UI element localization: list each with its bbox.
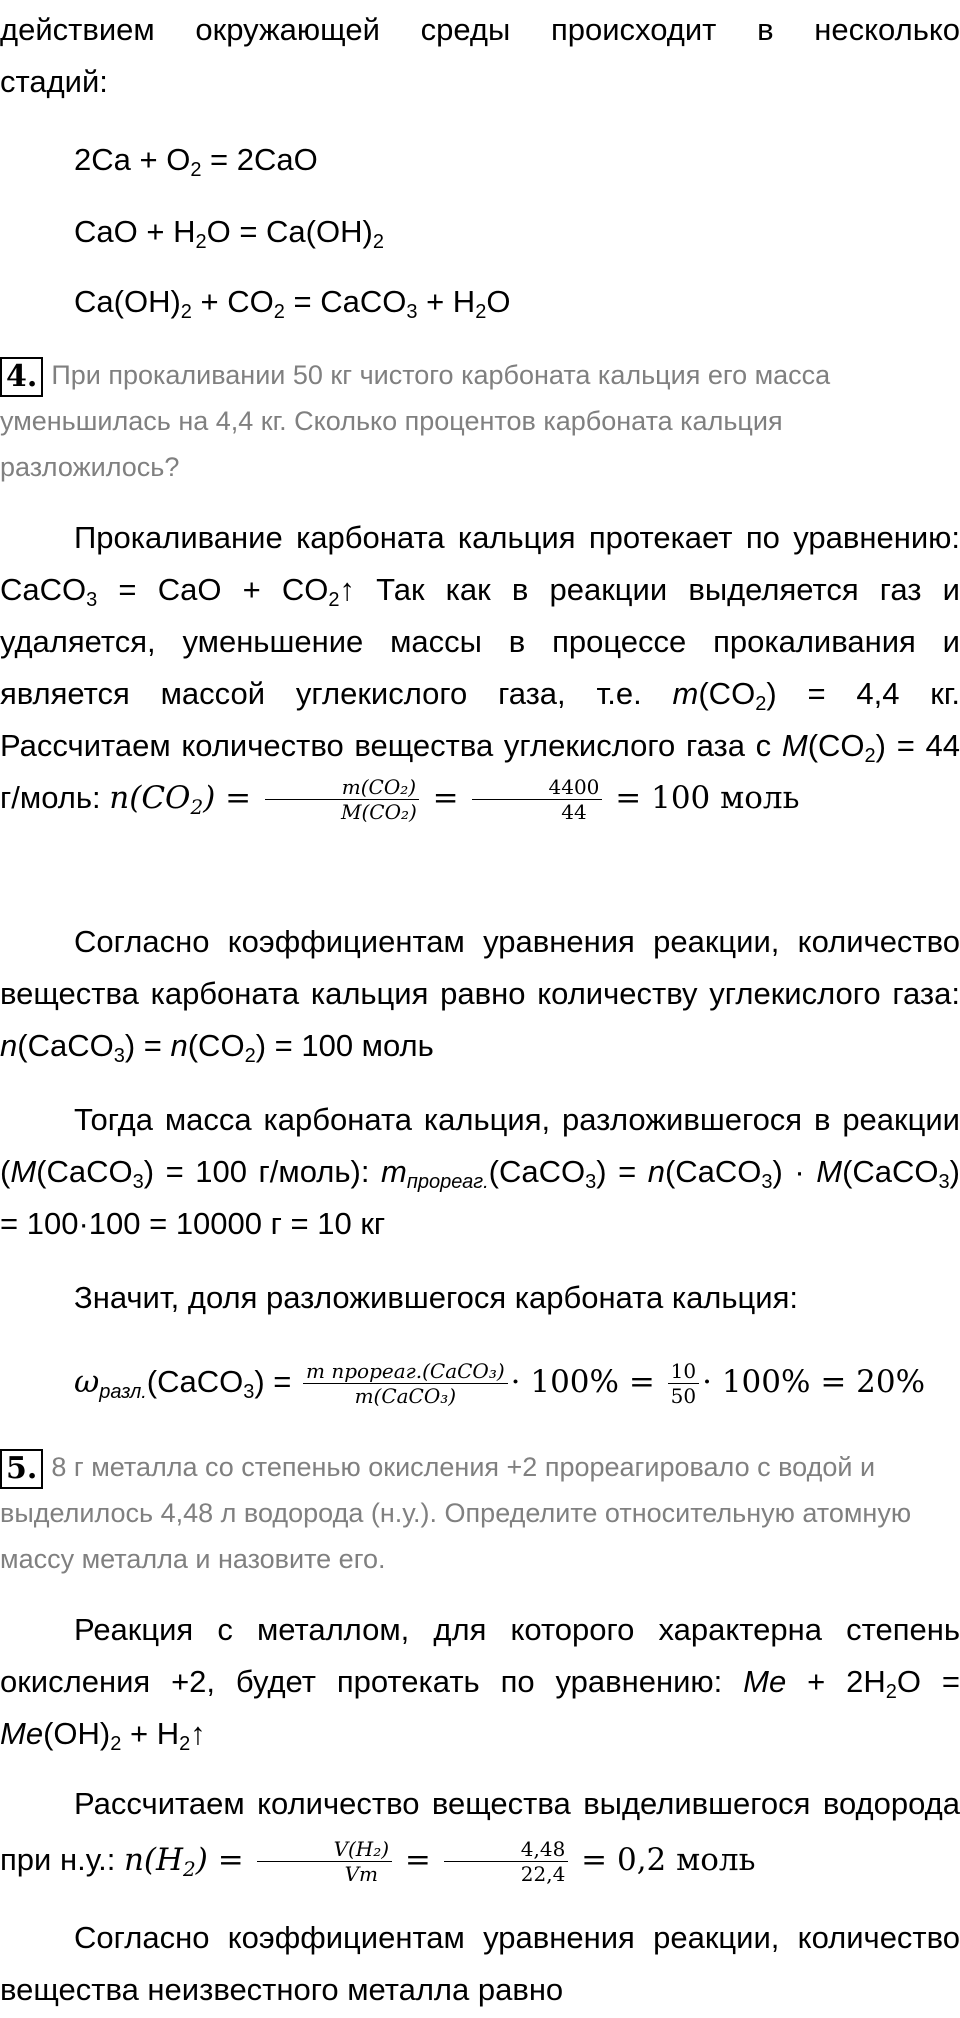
- fraction-V-over-Vm: $\frac{\text{V(H₂)}}{Vm}$: [257, 1837, 393, 1886]
- solution-4-paragraph-1: Прокаливание карбоната кальция протекает по уравнению: CaCO$_3$ = CaO + $CO_2↑$ Так как в реакции выделяется газ и удаляется, уменьшение массы в процессе прокаливания и является массой углекислого газа, т.е. $m(CO_2) = 4,4$ кг. Рассчитаем количество вещества углекислого газа с $M(CO_2) = 44$ г/моль: $n(CO_2)$ = $\frac{\text{m(CO₂)}}{\text{M(CO₂)}}$ = $\frac{4400}{44}$ = 100 моль: [0, 520, 960, 825]
- solution-5-paragraph-3: Согласно коэффициентам уравнения реакции, количество вещества неизвестного металла равно: [0, 1920, 960, 2007]
- solution-5-paragraph-2: Рассчитаем количество вещества выделившегося водорода при н.у.: $n(H_2)$ = $\frac{\text{V(H₂)}}{Vm}$ = $\frac{4,48}{22,4}$ = 0,2 моль: [0, 1786, 960, 1887]
- formula-n-h2: $n(H_2)$: [123, 1842, 208, 1881]
- intro-line-1: действием окружающей среды происходит в несколько: [0, 12, 960, 47]
- fraction-4400-over-44: $\frac{4400}{44}$: [472, 775, 603, 824]
- task-5: [0, 1444, 960, 1582]
- intro-paragraph: [0, 4, 960, 108]
- task-4-text: При прокаливании 50 кг чистого карбоната кальция его масса уменьшилась на 4,4 кг. Сколько процентов карбоната кальция разложилось?: [0, 360, 831, 482]
- task-5-number: 5.: [0, 1449, 43, 1489]
- fraction-10-over-50: $\frac{10}{50}$: [668, 1359, 699, 1408]
- task-5-text: 8 г металла со степенью окисления +2 прореагировало с водой и выделилось 4,48 л водорода (н.у.). Определите относительную атомную массу металла и назовите его.: [0, 1452, 912, 1574]
- result-0-2-mol: 0,2 моль: [616, 1842, 756, 1878]
- equation-2: CaO + $H_2O = Ca(OH)_2$: [74, 214, 384, 253]
- task-4: [0, 352, 960, 490]
- result-100-mol: 100 моль: [651, 780, 800, 816]
- intro-line-2: стадий:: [0, 64, 108, 99]
- fraction-m-reacted-over-m: $\frac{\text{m прореаг.(CaCO₃)}}{\text{m(CaCO₃)}}$: [303, 1359, 508, 1408]
- formula-omega: $\omega_{разл.}(CaCO_3)$ = $\frac{\text{m прореаг.(CaCO₃)}}{\text{m(CaCO₃)}}$ · 100% = $\frac{10}{50}$ · 100% = 20%: [74, 1359, 926, 1409]
- equation-3: $Ca(OH)_2 + CO_2$ = CaCO$_3$ + $H_2O$: [74, 284, 511, 323]
- solution-5-paragraph-1: Реакция с металлом, для которого характерна степень окисления +2, будет протекать по уравнению: $Me + 2H_2O = Me(OH)_2$ + $H_2↑$: [0, 1612, 960, 1755]
- solution-4-paragraph-3: Тогда масса карбоната кальция, разложившегося в реакции (M(CaCO$_3$) = 100 г/моль): $m_{прореаг.}(CaCO_3)$ = n(CaCO$_3$) · M(CaCO$_3$) = 100·100 = 10000 г = 10 кг: [0, 1102, 960, 1241]
- solution-4-paragraph-4: Значит, доля разложившегося карбоната кальция:: [74, 1280, 799, 1315]
- formula-n-co2: $n(CO_2)$: [109, 780, 216, 819]
- fraction-m-over-M: $\frac{\text{m(CO₂)}}{\text{M(CO₂)}}$: [264, 775, 420, 824]
- task-4-number: 4.: [0, 357, 43, 397]
- equation-1: $2Ca + O_2 = 2CaO$: [74, 142, 318, 181]
- solution-4-paragraph-2: Согласно коэффициентам уравнения реакции, количество вещества карбоната кальция равно количеству углекислого газа: n(CaCO$_3$) = $n(CO_2) = 100$ моль: [0, 924, 960, 1067]
- fraction-4-48-over-22-4: $\frac{4,48}{22,4}$: [444, 1837, 569, 1886]
